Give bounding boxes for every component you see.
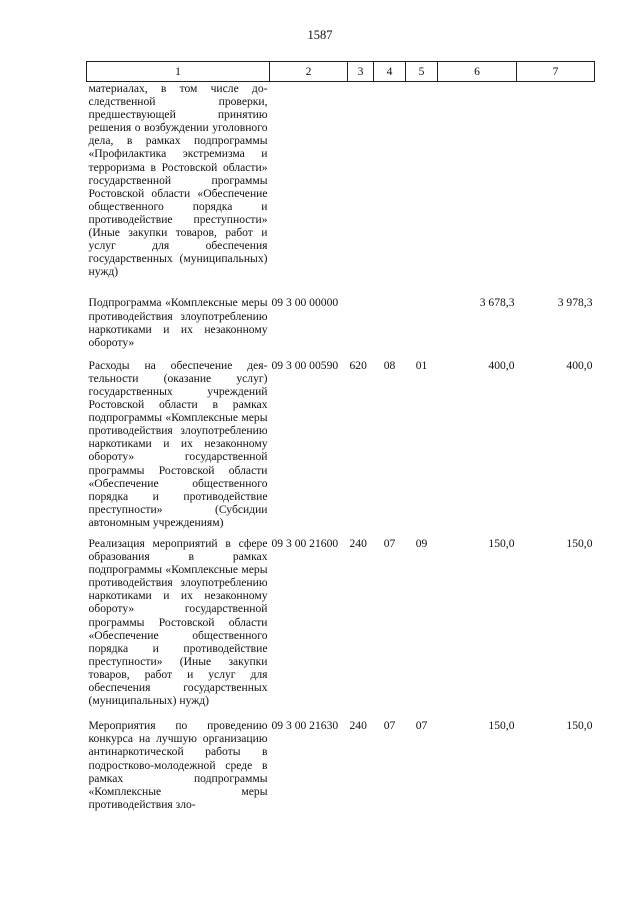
row-section: 08 [383,358,396,372]
row-expense-type: 240 [349,537,367,550]
header-col-5: 5 [406,62,438,82]
row-description: Расходы на обеспечение деятельности (оказание услуг) государственных учреждений Ростовской области в рамках подпрограммы «Комплексные меры противодействия злоупотреблению наркотиками и их незаконному обороту» государственной программы Ростовской области «Обеспечение общественного порядка и противодействие преступности» (Субсидии автономным учреждениям) [88,358,268,529]
row-amount-col7: 400,0 [566,358,593,372]
row-section: 07 [383,537,396,550]
row-amount-col6: 3 678,3 [479,296,515,310]
budget-table [86,61,595,811]
row-expense-type: 240 [349,719,367,733]
header-col-7: 7 [517,62,595,82]
header-col-6: 6 [438,62,517,82]
row-amount-col6 [438,82,517,297]
row-section [374,82,406,297]
row-section: 07 [383,719,396,733]
row-subsection: 09 [415,537,428,550]
row-expense-type [348,296,374,358]
row-subsection: 01 [415,358,428,372]
row-description: Мероприятия по проведению конкурса на лучшую организацию антинаркотической работы в подростково-молодежной среде в рамках подпрограммы «Комплексные меры противодействия зло- [88,719,268,811]
row-target-code: 09 3 00 00590 [271,358,339,372]
row-description: материалах, в том числе доследственной проверки, предшествующей принятию решения о возбуждении уголовного дела, в рамках подпрограммы «Профилактика экстремизма и терроризма в Ростовской области» государственной программы Ростовской области «Обеспечение общественного порядка и противодействие преступности» (Иные закупки товаров, работ и услуг для обеспечения государственных (муниципальных) нужд) [88,82,268,279]
header-col-2: 2 [270,62,348,82]
row-target-code: 09 3 00 21630 [271,719,339,733]
table-row [87,719,595,811]
row-amount-col6: 150,0 [488,537,515,550]
row-amount-col7: 3 978,3 [557,296,593,310]
table-row [87,82,595,297]
row-expense-type: 620 [349,358,367,372]
header-col-3: 3 [348,62,374,82]
row-amount-col7: 150,0 [566,537,593,550]
row-amount-col6: 150,0 [488,719,515,733]
header-row [87,62,595,82]
row-subsection: 07 [415,719,428,733]
row-expense-type [348,82,374,297]
table-row [87,296,595,358]
table-row [87,537,595,719]
page-number: 1587 [307,28,333,42]
row-target-code [270,82,348,297]
row-section [374,296,406,358]
row-description: Подпрограмма «Комплексные меры противодействия злоупотреблению наркотиками и их незаконному обороту» [88,296,268,349]
header-col-1: 1 [87,62,270,82]
row-amount-col6: 400,0 [488,358,515,372]
row-subsection [406,82,438,297]
row-description: Реализация мероприятий в сфере образования в рамках подпрограммы «Комплексные меры противодействия злоупотреблению наркотиками и их незаконному обороту» государственной программы Ростовской области «Обеспечение общественного порядка и противодействие преступности» (Иные закупки товаров, работ и услуг для обеспечения государственных (муниципальных) нужд) [88,537,268,708]
row-target-code: 09 3 00 21600 [271,537,339,550]
row-subsection [406,296,438,358]
row-amount-col7 [517,82,595,297]
table-row [87,359,595,537]
row-target-code: 09 3 00 00000 [271,296,339,310]
header-col-4: 4 [374,62,406,82]
row-amount-col7: 150,0 [566,719,593,733]
